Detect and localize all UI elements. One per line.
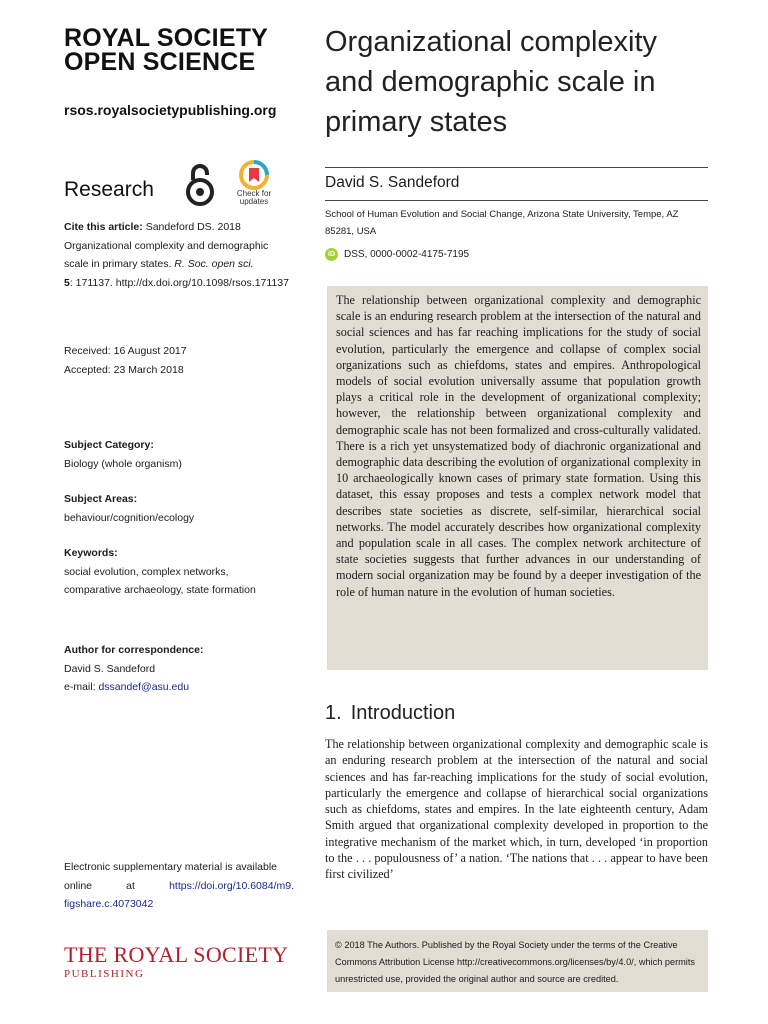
article-title: Organizational complexity and demographic scale in primary states — [325, 26, 658, 138]
license-text: 2018 The Authors. Published by the Royal Society under the terms of the Creative Commons Attribution License http://creativecommons.org/licenses/by/4.0/, which permits unrestricted use, provided the original author and source are credited. — [335, 940, 695, 984]
journal-name-line2: OPEN SCIENCE — [64, 48, 256, 76]
journal-logo[interactable] — [64, 26, 304, 74]
publisher-name: THE ROYAL SOCIETY — [64, 942, 289, 967]
abstract-box — [327, 286, 708, 670]
correspondence-label: Author for correspondence: — [64, 644, 204, 656]
article-type: Research — [64, 178, 154, 201]
keywords — [64, 544, 259, 600]
supplementary-word-at: at — [126, 879, 135, 892]
subject-areas-label: Subject Areas: — [64, 493, 138, 505]
email-link[interactable]: dssandef@asu.edu — [98, 681, 190, 693]
open-access-icon — [184, 162, 216, 208]
journal-name-line1: ROYAL SOCIETY — [64, 24, 269, 52]
cite-journal: R. Soc. open sci. — [174, 258, 254, 270]
check-for-updates-icon — [239, 160, 269, 190]
email-label: e-mail: — [64, 681, 99, 693]
section-number: 1. — [325, 702, 342, 724]
subject-category-value: Biology (whole organism) — [64, 457, 182, 470]
check-for-updates-line1: Check for — [236, 189, 272, 198]
license-box — [327, 930, 708, 992]
subject-areas-value: behaviour/cognition/ecology — [64, 511, 195, 524]
section-title: Introduction — [350, 702, 456, 724]
correspondence-name: David S. Sandeford — [64, 662, 156, 675]
subject-category-label: Subject Category: — [64, 439, 154, 451]
orcid-icon: iD — [325, 248, 338, 261]
article-author: David S. Sandeford — [325, 174, 460, 191]
orcid-line[interactable] — [325, 248, 469, 261]
cite-label: Cite this article: — [64, 221, 143, 233]
cite-volume: 5 — [64, 276, 70, 289]
cite-title: Organizational complexity and demographic scale in primary states. — [64, 239, 269, 270]
keywords-label: Keywords: — [64, 547, 118, 559]
title-rule-bottom — [325, 200, 708, 201]
supplementary-word-online: online — [64, 879, 93, 892]
check-for-updates-line2: updates — [239, 197, 269, 206]
check-for-updates-badge[interactable] — [232, 160, 276, 206]
correspondence-block — [64, 641, 304, 697]
copyright-icon: © — [335, 940, 342, 950]
abstract-text: The relationship between organizational complexity and demographic scale is an enduring research problem at the intersection of the natural and social sciences and has far reaching implications for the study of social evolution, particularly the emergence and collapse of complex social organizations such as chiefdoms, states and empires. Anthropological models of social evolution universally assume that population growth plays a critical role in the development of organizational complexity; however, the relationship between organizational complexity and demographic scale has not been formalized and cross-culturally validated. There is a rich yet unsystematized body of diachronic organizational and demographic data describing the evolution of organizational complexity in 10 archaeologically known cases of primary state formation. Using this dataset, this essay proposes and tests a complex network model that describes state societies as discrete, self-similar, hierarchical social networks. The model accurately describes how organizational complexity and population scale in all cases. The complex network architecture of state societies suggests that further advances in our understanding of modern social organization may be found by a deeper investigation of the role of human nature in the evolution of human societies. — [336, 293, 701, 599]
introduction-text: The relationship between organizational complexity and demographic scale is an enduring research problem at the intersection of the natural and social sciences and has far-reaching implications for the study of social evolution, particularly the emergence and collapse of hierarchical social organizations such as chiefdoms, states and empires. In the late eighteenth century, Adam Smith argued that organizational complexity developed in proportion to the integrative mechanism of the market which, in turn, developed ‘in proportion to the . . . populousness of’ a nation. ‘The nations that . . . appear to have been first civilized’ — [325, 737, 708, 882]
supplementary-line1: Electronic supplementary material is available — [64, 861, 278, 873]
supplementary-material — [64, 858, 294, 914]
author-affiliation: School of Human Evolution and Social Change, Arizona State University, Tempe, AZ 85281, USA — [325, 209, 679, 237]
title-rule-top — [325, 167, 708, 168]
license-paragraph — [335, 937, 700, 988]
journal-website-link[interactable]: rsos.royalsocietypublishing.org — [64, 102, 277, 118]
publisher-subname: PUBLISHING — [64, 968, 145, 980]
cite-doi[interactable]: : 171137. http://dx.doi.org/10.1098/rsos.171137 — [69, 276, 289, 289]
subject-category — [64, 436, 304, 473]
keywords-value: social evolution, complex networks, comparative archaeology, state formation — [64, 565, 256, 596]
accepted-date: Accepted: 23 March 2018 — [64, 363, 184, 376]
publisher-logo[interactable] — [64, 944, 288, 980]
orcid-id: DSS, 0000-0002-4175-7195 — [344, 249, 470, 260]
supplementary-doi-link-cont[interactable]: figshare.c.4073042 — [64, 898, 154, 910]
received-date: Received: 16 August 2017 — [64, 345, 187, 357]
citation-block — [64, 218, 294, 292]
section-heading-introduction — [325, 702, 455, 725]
dates-block — [64, 342, 187, 379]
cite-authors: Sandeford DS. 2018 — [142, 221, 241, 233]
subject-areas — [64, 490, 304, 527]
supplementary-doi-link[interactable]: https://doi.org/10.6084/m9. — [169, 879, 294, 892]
